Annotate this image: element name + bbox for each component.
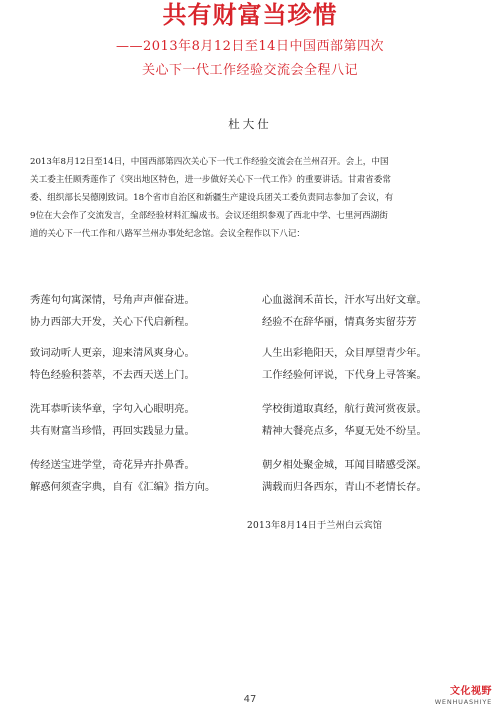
poem-line: 特色经验积荟萃，不去西天送上门。	[30, 369, 195, 381]
poem-line: 传经送宝进学堂，奇花异卉扑鼻香。	[30, 459, 195, 471]
poem-line: 工作经验何评说，下代身上寻答案。	[262, 369, 427, 381]
poem-stanza-4	[0, 457, 500, 497]
poem-line: 洗耳恭听读华章，字句入心眼明亮。	[30, 403, 195, 415]
poem-line: 协力西部大开发，关心下代启新程。	[30, 316, 195, 328]
intro-line: 委、组织部长吴德刚致词。18个省市自治区和新疆生产建设兵团关工委负责同志参加了会议，有	[30, 193, 394, 203]
poem-line: 满载而归各西东，青山不老情长存。	[262, 481, 427, 493]
magazine-brand	[435, 686, 492, 707]
poem-line: 致词动听人更亲，迎来清风爽身心。	[30, 347, 195, 359]
poem-line: 秀莲句句寓深情，号角声声催奋进。	[30, 294, 195, 306]
poem-line: 经验不在辞华丽，情真务实留芬芳	[262, 316, 417, 328]
poem-line: 学校街道取真经，航行黄河赏夜景。	[262, 403, 427, 415]
intro-line: 2013年8月12日至14日，中国西部第四次关心下一代工作经验交流会在兰州召开。会上，中国	[30, 157, 389, 167]
page-number: 47	[243, 694, 257, 705]
intro-line: 关工委主任顾秀莲作了《突出地区特色，进一步做好关心下一代工作》的重要讲话。甘肃省委常	[30, 175, 391, 185]
poem-line: 人生出彩艳阳天，众目厚望青少年。	[262, 347, 427, 359]
poem-stanza-1	[0, 292, 500, 332]
author-name: 杜大仕	[228, 117, 272, 131]
poem-line: 心血滋润禾苗长，汗水写出好文章。	[262, 294, 427, 306]
poem-stanza-2	[0, 345, 500, 385]
intro-line: 9位在大会作了交流发言，全部经验材料汇编成书。会议还组织参观了西北中学、七里河西湖街	[30, 211, 388, 221]
intro-paragraph	[30, 153, 467, 243]
article-title: 共有财富当珍惜	[162, 1, 338, 29]
article-subtitle-line1: ——2013年8月12日至14日中国西部第四次	[116, 39, 384, 54]
article-subtitle-line2: 关心下一代工作经验交流会全程八记	[141, 63, 358, 78]
poem-line: 精神大餐亮点多，华夏无处不纷呈。	[262, 425, 427, 437]
brand-name-pinyin: WENHUASHIYE	[434, 698, 492, 706]
poem-line: 朝夕相处聚金城，耳闻目睹感受深。	[262, 459, 427, 471]
brand-name-chinese: 文化视野	[450, 686, 492, 697]
dateline: 2013年8月14日于兰州白云宾馆	[247, 521, 383, 531]
poem-line: 共有财富当珍惜，再回实践显力量。	[30, 425, 195, 437]
poem-stanza-3	[0, 401, 500, 441]
intro-line: 道的关心下一代工作和八路军兰州办事处纪念馆。会议全程作以下八记：	[30, 229, 306, 239]
poem-line: 解惑何须查字典，自有《汇编》指方向。	[30, 481, 216, 493]
